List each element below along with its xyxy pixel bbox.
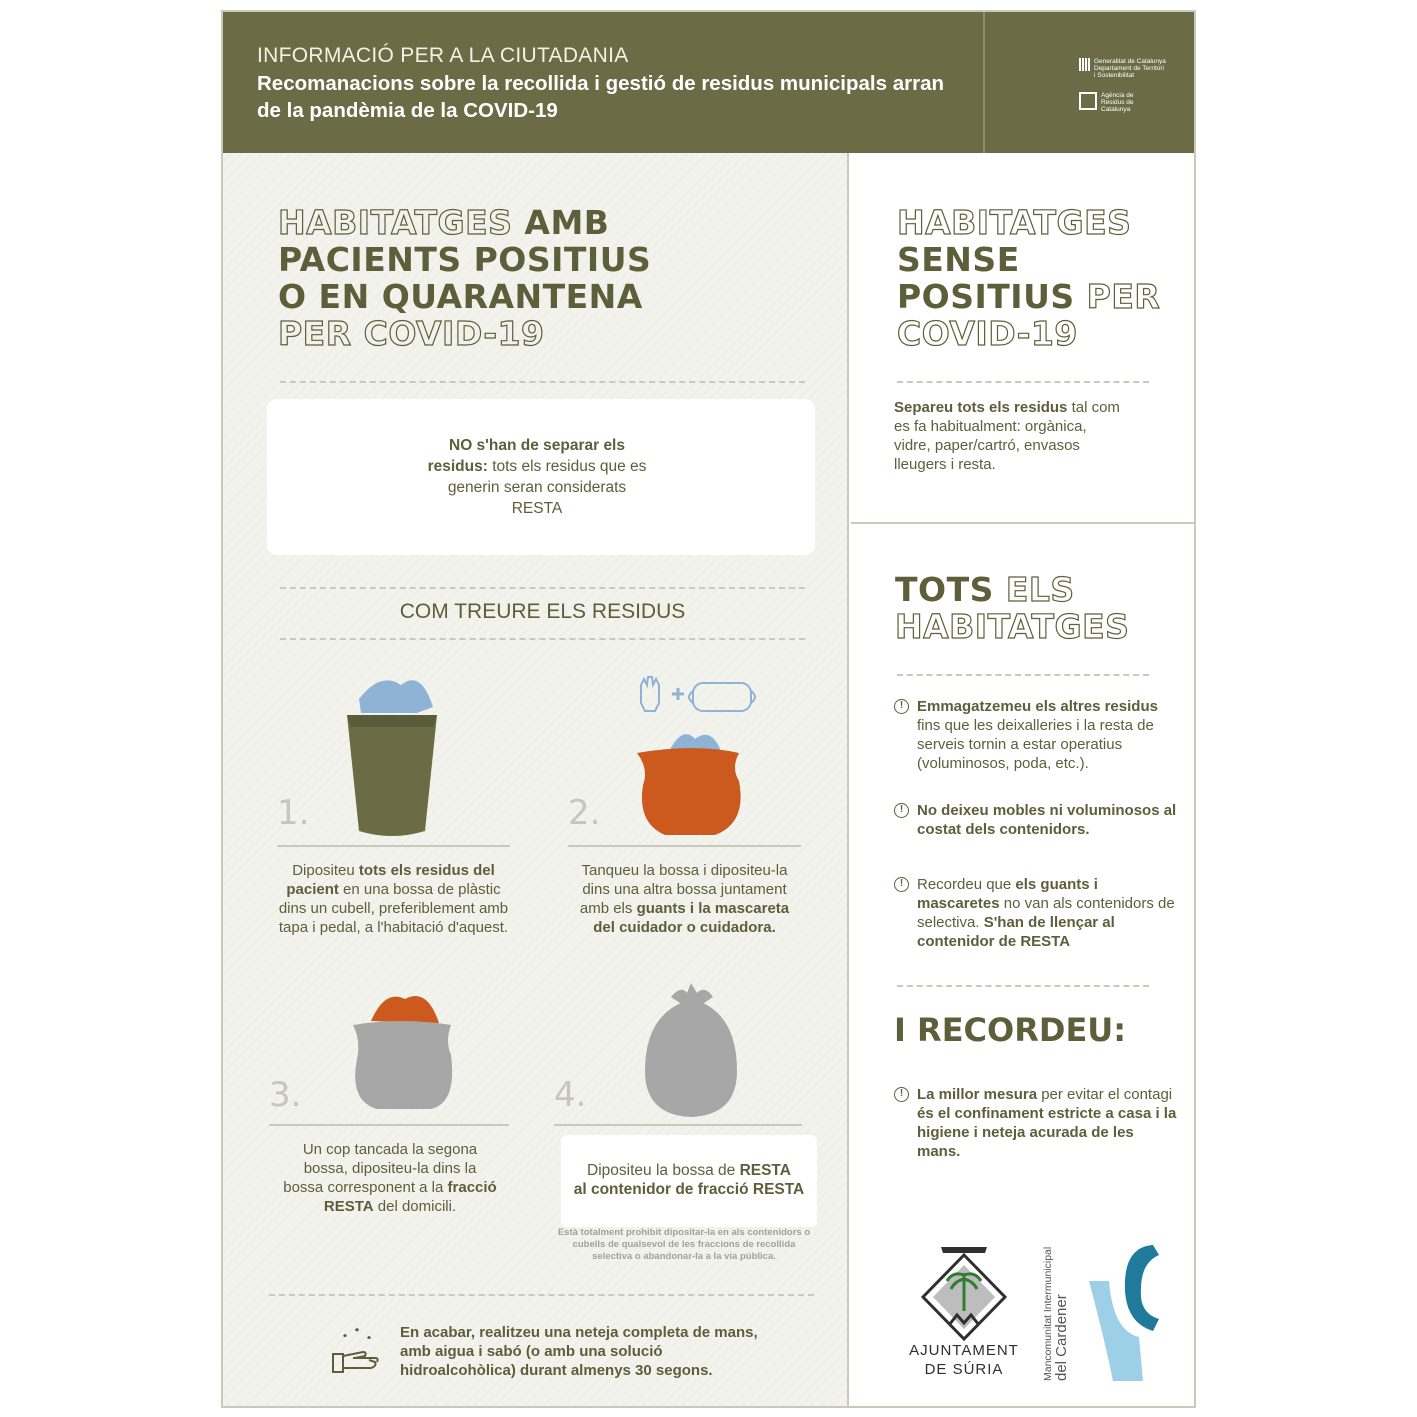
right-separator [851,522,1194,524]
right-heading1-l2: SENSE [897,240,1020,279]
tied-grey-bag-icon [641,979,741,1119]
header-divider [983,12,985,153]
left-heading-l3: O EN QUARANTENA [278,277,643,316]
step-3-line [269,1124,509,1126]
divider-dashed [897,674,1149,676]
gloves-mask-orange-bag-icon [635,673,760,838]
divider-dashed [897,381,1149,383]
how-title: COM TREURE ELS RESIDUS [399,600,686,623]
exclamation-icon: ! [894,699,909,714]
prohibit-note: Està totalment prohibit dipositar-la en als contenidors o cubells de qualsevol de les fraccions de recollida selectiva o abandonar-la a la via pública. [557,1227,811,1262]
step-4-line [554,1124,802,1126]
exclamation-icon: ! [894,803,909,818]
logo2-line1: Agència de [1101,92,1134,99]
grey-bag-with-orange-bag-icon [351,983,456,1113]
step-4-card [561,1135,817,1227]
hand-washing-icon [329,1328,381,1378]
left-heading [278,204,651,352]
right-heading1-l4: COVID-19 [897,314,1078,353]
divider-dashed [280,587,805,589]
right-heading-1: HABITATGES SENSE POSITIUS PER COVID-19 [897,203,1161,353]
logo1-line3: i Sostenibilitat [1094,72,1135,79]
logo2-line3: Catalunya [1101,106,1131,113]
step-4-number: 4. [554,1075,587,1115]
poster [221,10,1196,1408]
step-1-number: 1. [277,793,310,833]
mancomunitat-cardener-logo-icon [1083,1241,1173,1381]
recordeu-title: I RECORDEU: [894,1011,1127,1049]
bullet-no-furniture: ! No deixeu mobles ni voluminosos al costat dels contenidors. [894,801,1179,839]
right-heading-2: TOTS ELS HABITATGES [895,570,1130,646]
mancomunitat-name: Mancomunitat Intermunicipal del Cardener [1042,1246,1070,1381]
divider-dashed [897,985,1149,987]
logo-agencia-residus [1079,92,1134,113]
step-2-text: Tanqueu la bossa i dipositeu-la dins una altra bossa juntament amb els guants i la mascareta del cuidador o cuidadora. [579,862,790,936]
right-heading2-l2: HABITATGES [895,607,1130,646]
logo1-line1: Generalitat de Catalunya [1094,58,1166,65]
logo-generalitat [1079,58,1166,79]
generalitat-icon [1079,58,1090,71]
right-column [851,153,1194,1406]
ajuntament-name: AJUNTAMENT DE SÚRIA [909,1342,1019,1378]
left-heading-l2: PACIENTS POSITIUS [278,240,652,279]
bullet-store-waste: ! Emmagatzemeu els altres residus fins que les deixalleries i la resta de serveis tornin a estar operatius (voluminosos, poda, etc.). [894,697,1179,773]
bullet-best-measure: ! La millor mesura per evitar el contagi és el confinament estricte a casa i la higiene i neteja acurada de les mans. [894,1085,1179,1161]
step-2-line [568,845,801,847]
divider-dashed [280,638,805,640]
divider-dashed [280,381,805,383]
step-2-number: 2. [568,793,601,833]
header-title: Recomanacions sobre la recollida i gestió de residus municipals arran de la pandèmia de la COVID-19 [257,72,944,122]
header-kicker: INFORMACIÓ PER A LA CIUTADANIA [257,44,629,67]
left-column [223,153,849,1406]
step-1-line [277,845,510,847]
bin-with-bag-icon [341,673,441,838]
step-3-text: Un cop tancada la segona bossa, dipositeu-la dins la bossa corresponent a la fracció RESTA del domicili. [283,1141,497,1215]
divider-dashed [269,1294,814,1296]
logo2-line2: Residus de [1101,99,1134,106]
left-heading-l4: PER COVID-19 [278,314,545,353]
separate-text: Separeu tots els residus tal com es fa habitualment: orgànica, vidre, paper/cartró, envasos lleugers i resta. [894,399,1120,473]
step-1-text: Dipositeu tots els residus del pacient en una bossa de plàstic dins un cubell, preferiblement amb tapa i pedal, a l'habitació d'aquest. [278,862,509,936]
no-separate-card [267,399,815,555]
step-3-number: 3. [269,1075,302,1115]
exclamation-icon: ! [894,1087,909,1102]
exclamation-icon: ! [894,877,909,892]
left-heading-l1a: HABITATGES [278,203,525,242]
step-4-text: Dipositeu la bossa de RESTA al contenidor de fracció RESTA [573,1162,805,1198]
final-note: En acabar, realitzeu una neteja completa de mans, amb aigua i sabó (o amb una solució hidroalcohòlica) durant almenys 30 segons. [400,1324,758,1379]
right-heading1-l1: HABITATGES [897,203,1132,242]
ajuntament-suria-crest-icon [919,1241,1009,1341]
header-banner [223,12,1194,153]
left-heading-l1b: AMB [524,203,610,242]
bullet-gloves-masks: ! Recordeu que els guants i mascaretes no van als contenidors de selectiva. S'han de llençar al contenidor de RESTA [894,875,1179,951]
agencia-icon [1079,92,1097,110]
no-separate-text: NO s'han de separar els residus: tots els residus que es generin seran considerats RESTA [427,437,647,517]
logo1-line2: Departament de Territori [1094,65,1164,72]
